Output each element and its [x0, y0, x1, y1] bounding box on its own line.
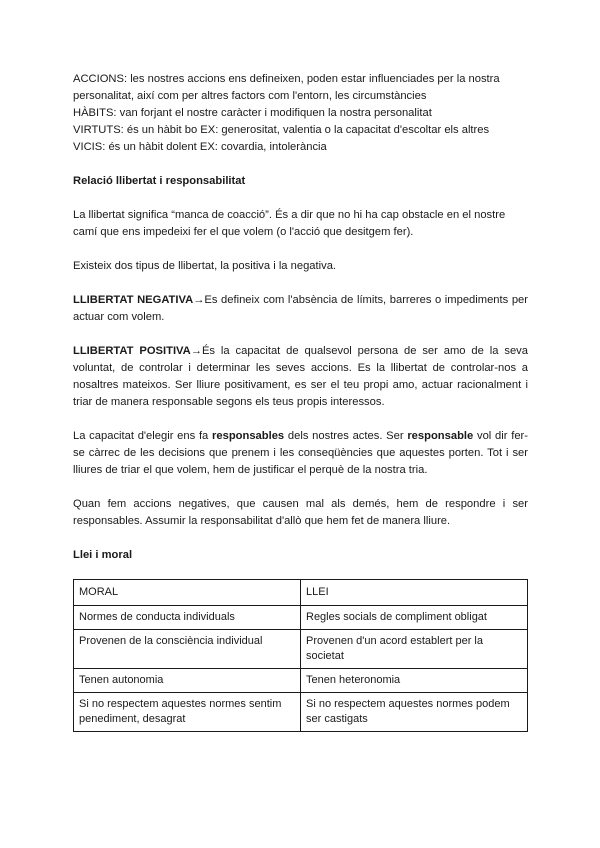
table-cell: Normes de conducta individuals — [74, 606, 301, 630]
definition-term: HÀBITS — [73, 107, 114, 119]
table-cell: Tenen heteronomia — [301, 669, 528, 693]
table-cell: Provenen de la consciència individual — [74, 630, 301, 669]
table-header-row — [74, 580, 528, 606]
definition-habits — [73, 105, 528, 122]
definition-text: : les nostres accions ens defineixen, poden estar influenciades per la nostra personalitat, així com per altres factors com l'entorn, les circumstàncies — [73, 73, 500, 102]
table-cell: Si no respectem aquestes normes sentim penediment, desagrat — [74, 693, 301, 732]
responsabilitat-text-c: dels nostres actes. Ser — [284, 430, 408, 442]
section-heading-llei-moral: Llei i moral — [73, 549, 133, 561]
definitions-block — [73, 71, 528, 156]
responsabilitat-text-a: La capacitat d'elegir ens fa — [73, 430, 213, 442]
definition-term: VIRTUTS — [73, 124, 121, 136]
table-row — [74, 669, 528, 693]
table-row — [74, 606, 528, 630]
table-header-cell: LLEI — [301, 580, 528, 606]
responsable-bold: responsable — [407, 430, 474, 442]
paragraph-accions-negatives: Quan fem accions negatives, que causen mal als demés, hem de respondre i ser responsables. Assumir la responsabilitat d'allò que hem fet de manera lliure. — [73, 498, 528, 527]
table-cell: Provenen d'un acord establert per la societat — [301, 630, 528, 669]
llibertat-negativa-label: LLIBERTAT NEGATIVA — [73, 294, 194, 306]
table-row — [74, 630, 528, 669]
table-row — [74, 693, 528, 732]
section-heading-llibertat: Relació llibertat i responsabilitat — [73, 175, 246, 187]
definition-text: : és un hàbit dolent EX: covardia, intolerància — [102, 141, 327, 153]
definition-term: VICIS — [73, 141, 103, 153]
definition-text: : és un hàbit bo EX: generositat, valentia o la capacitat d'escoltar els altres — [120, 124, 490, 136]
llei-moral-table — [73, 579, 528, 732]
definition-virtuts — [73, 122, 528, 139]
table-header-cell: MORAL — [74, 580, 301, 606]
responsables-bold: responsables — [212, 430, 285, 442]
definition-text: : van forjant el nostre caràcter i modifiquen la nostra personalitat — [113, 107, 432, 119]
paragraph-llibertat-definicio: La llibertat significa “manca de coacció”. És a dir que no hi ha cap obstacle en el nostre camí que ens impedeixi fer el que volem (o l'acció que desitgem fer). — [73, 209, 506, 238]
definition-vicis — [73, 139, 528, 156]
table-cell: Tenen autonomia — [74, 669, 301, 693]
llibertat-positiva-text: →És la capacitat de qualsevol persona de ser amo de la seva voluntat, de controlar i determinar les seves accions. Es la llibertat de controlar-nos a nosaltres mateixos. Ser lliure positivament, es ser el teu propi amo, actuar racionalment i triar de manera responsable segons els teus propis interessos. — [73, 345, 528, 408]
definition-term: ACCIONS — [73, 73, 124, 85]
table-cell: Regles socials de compliment obligat — [301, 606, 528, 630]
responsabilitat-text-e: vol dir fer-se càrrec de les decisions que prenem i les conseqüències que aquestes porten. Tot i ser lliures de triar el que volem, hem de justificar el perquè de la nostra tria. — [73, 430, 528, 476]
llibertat-positiva-label: LLIBERTAT POSITIVA — [73, 345, 191, 357]
paragraph-llibertat-negativa — [73, 292, 528, 326]
table-cell: Si no respectem aquestes normes podem ser castigats — [301, 693, 528, 732]
paragraph-llibertat-positiva — [73, 343, 528, 411]
paragraph-responsabilitat — [73, 428, 528, 479]
llibertat-negativa-text: →Es defineix com l'absència de límits, barreres o impediments per actuar com volem. — [73, 294, 528, 323]
paragraph-tipus-llibertat: Existeix dos tipus de llibertat, la positiva i la negativa. — [73, 260, 337, 272]
document-content — [73, 71, 528, 732]
definition-acciones — [73, 71, 528, 105]
